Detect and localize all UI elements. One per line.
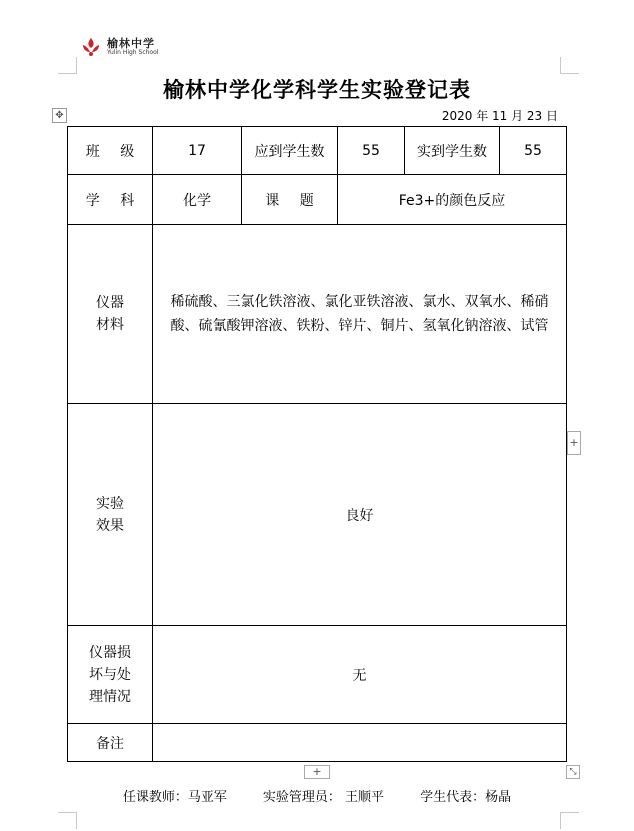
signature-footer [0,786,634,805]
effect-label [68,404,153,626]
crop-mark-top-left [58,57,77,74]
table-row-subject [68,175,567,225]
topic-value[interactable]: Fe3+的颜色反应 [338,175,567,225]
remarks-value[interactable] [153,724,567,762]
equipment-label [68,225,153,404]
table-row-equipment [68,225,567,404]
subject-label: 学 科 [68,175,153,225]
table-resize-icon[interactable]: ⤡ [566,765,580,779]
crop-mark-bottom-right [560,812,579,829]
table-row-remarks [68,724,567,762]
damage-label [68,626,153,724]
crop-mark-top-right [560,57,579,74]
class-value[interactable]: 17 [153,127,242,175]
equipment-label-line-1: 仪器 [96,295,124,311]
damage-label-line-2: 坏与处 [89,666,131,683]
damage-label-line-3: 理情况 [89,688,131,705]
logo-chinese-name: 榆林中学 [107,37,155,50]
actual-students-value[interactable]: 55 [500,127,567,175]
equipment-label-line-2: 材料 [96,317,124,333]
school-emblem-icon [80,36,102,58]
registration-table [67,126,567,762]
topic-label: 课 题 [242,175,338,225]
actual-students-label: 实到学生数 [405,127,500,175]
expected-students-value[interactable]: 55 [338,127,405,175]
record-date: 2020 年 11 月 23 日 [441,109,558,123]
equipment-value[interactable]: 稀硫酸、三氯化铁溶液、氯化亚铁溶液、氯水、双氧水、稀硝酸、硫氰酸钾溶液、铁粉、锌片、铜片、氢氧化钠溶液、试管 [153,225,567,404]
table-row-effect [68,404,567,626]
remarks-label: 备注 [68,724,153,762]
effect-label-line-2: 效果 [96,517,124,534]
table-row-damage [68,626,567,724]
add-column-plus-icon[interactable]: + [567,431,581,455]
effect-label-line-1: 实验 [96,495,124,512]
damage-value[interactable]: 无 [153,626,567,724]
logo-english-name: Yulin High School [107,49,159,56]
table-move-handle-icon[interactable]: ✥ [52,108,67,123]
class-label: 班 级 [68,127,153,175]
damage-label-line-1: 仪器损 [89,644,131,661]
school-logo [80,36,158,58]
teacher-signature: 任课教师：马亚军 [122,790,227,805]
expected-students-label: 应到学生数 [242,127,338,175]
crop-mark-bottom-left [58,812,77,829]
lab-manager-signature: 实验管理员： 王顺平 [262,790,385,805]
add-row-plus-icon[interactable]: + [304,765,330,779]
page-title: 榆林中学化学科学生实验登记表 [163,78,471,102]
effect-value[interactable]: 良好 [153,404,567,626]
subject-value[interactable]: 化学 [153,175,242,225]
student-rep-signature: 学生代表：杨晶 [420,790,512,805]
table-row-class [68,127,567,175]
